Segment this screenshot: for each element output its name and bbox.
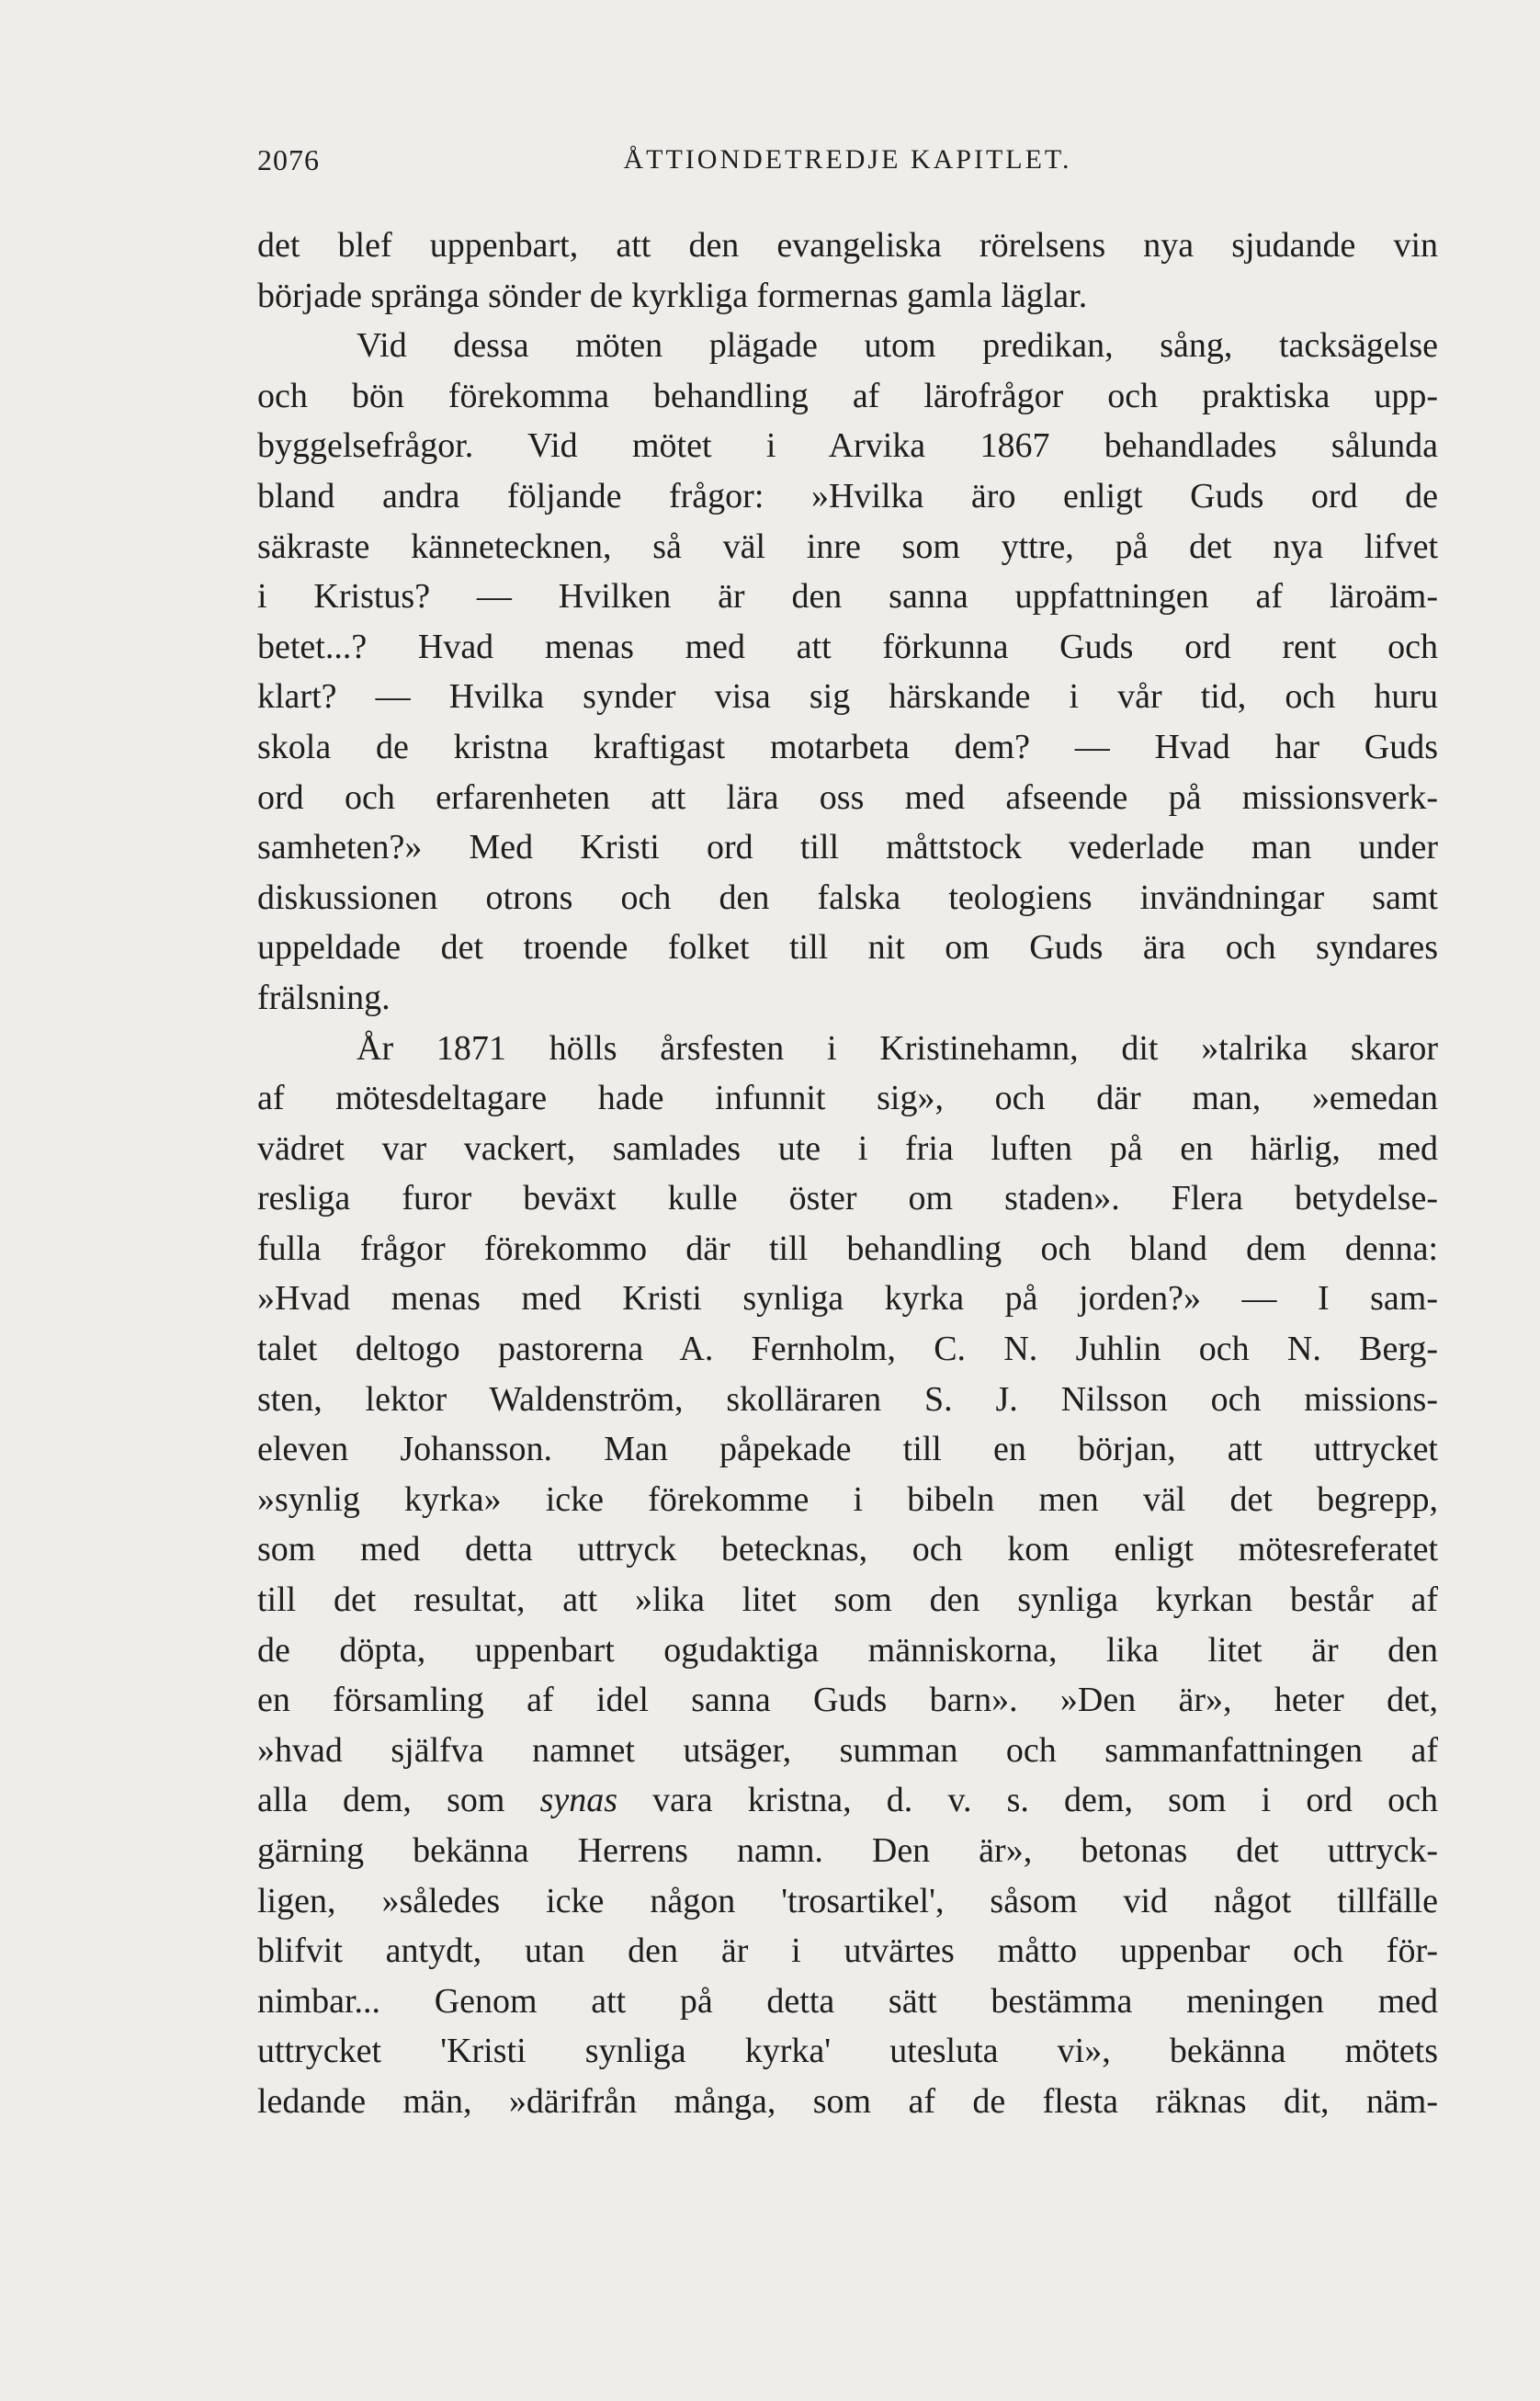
text-line: de döpta, uppenbart ogudaktiga människorna, lika litet är den (257, 1630, 1438, 1670)
text-line: eleven Johansson. Man påpekade till en början, att uttrycket (257, 1430, 1438, 1469)
text-line: uttrycket 'Kristi synliga kyrka' utesluta vi», bekänna mötets (257, 2032, 1438, 2071)
text-line: talet deltogo pastorerna A. Fernholm, C. N. Juhlin och N. Berg- (257, 1330, 1438, 1369)
text-line: ord och erfarenheten att lära oss med afseende på missionsverk- (257, 777, 1438, 817)
text-line: i Kristus? — Hvilken är den sanna uppfattningen af läroäm- (257, 577, 1438, 617)
text-line: säkraste kännetecknen, så väl inre som yttre, på det nya lifvet (257, 527, 1438, 566)
text-line: klart? — Hvilka synder visa sig härskande i vår tid, och huru (257, 677, 1438, 717)
text-line: sten, lektor Waldenström, skolläraren S. J. Nilsson och missions- (257, 1379, 1438, 1419)
text-line: Vid dessa möten plägade utom predikan, sång, tacksägelse (357, 326, 1438, 366)
italic-word: synas (539, 1781, 618, 1820)
text-line: gärning bekänna Herrens namn. Den är», betonas det uttryck- (257, 1831, 1438, 1870)
text-line: »hvad själfva namnet utsäger, summan och sammanfattningen af (257, 1730, 1438, 1770)
text-line-with-italic (257, 1775, 1438, 1826)
text-line: År 1871 hölls årsfesten i Kristinehamn, dit »talrika skaror (357, 1028, 1438, 1068)
text-line: byggelsefrågor. Vid mötet i Arvika 1867 behandlades sålunda (257, 426, 1438, 466)
text-line: skola de kristna kraftigast motarbeta dem? — Hvad har Guds (257, 727, 1438, 766)
text-line: frälsning. (257, 978, 391, 1017)
text-line: af mötesdeltagare hade infunnit sig», och där man, »emedan (257, 1079, 1438, 1118)
text-line: och bön förekomma behandling af lärofrågor och praktiska upp- (257, 376, 1438, 415)
text-line: »Hvad menas med Kristi synliga kyrka på jorden?» — I sam- (257, 1279, 1438, 1319)
text-line: nimbar... Genom att på detta sätt bestämma meningen med (257, 1981, 1438, 2021)
text-line: en församling af idel sanna Guds barn». »Den är», heter det, (257, 1681, 1438, 1720)
text-segment: alla dem, som (257, 1781, 540, 1820)
text-line: resliga furor beväxt kulle öster om staden». Flera betydelse- (257, 1179, 1438, 1218)
text-line: började spränga sönder de kyrkliga formernas gamla läglar. (257, 276, 1088, 315)
running-head: ÅTTIONDETREDJE KAPITLET. (623, 144, 1072, 175)
text-line: som med detta uttryck betecknas, och kom enligt mötesreferatet (257, 1530, 1438, 1569)
text-line: blifvit antydt, utan den är i utvärtes måtto uppenbar och för- (257, 1931, 1438, 1971)
text-line: det blef uppenbart, att den evangeliska rörelsens nya sjudande vin (257, 226, 1438, 265)
body-text (257, 221, 1438, 2127)
text-line: bland andra följande frågor: »Hvilka äro enligt Guds ord de (257, 476, 1438, 515)
text-line: diskussionen otrons och den falska teologiens invändningar samt (257, 878, 1438, 917)
text-line: samheten?» Med Kristi ord till måttstock vederlade man under (257, 828, 1438, 867)
text-line: vädret var vackert, samlades ute i fria luften på en härlig, med (257, 1128, 1438, 1168)
text-line: betet...? Hvad menas med att förkunna Guds ord rent och (257, 627, 1438, 666)
text-line: ledande män, »därifrån många, som af de flesta räknas dit, näm- (257, 2081, 1438, 2121)
text-line: till det resultat, att »lika litet som den synliga kyrkan består af (257, 1580, 1438, 1620)
page-number: 2076 (257, 143, 320, 176)
text-line: uppeldade det troende folket till nit om Guds ära och syndares (257, 928, 1438, 968)
text-line: ligen, »således icke någon 'trosartikel', såsom vid något tillfälle (257, 1881, 1438, 1920)
text-line: »synlig kyrka» icke förekomme i bibeln men väl det begrepp, (257, 1479, 1438, 1519)
text-segment: vara kristna, d. v. s. dem, som i ord och (617, 1781, 1439, 1820)
text-line: fulla frågor förekommo där till behandling och bland dem denna: (257, 1229, 1438, 1268)
